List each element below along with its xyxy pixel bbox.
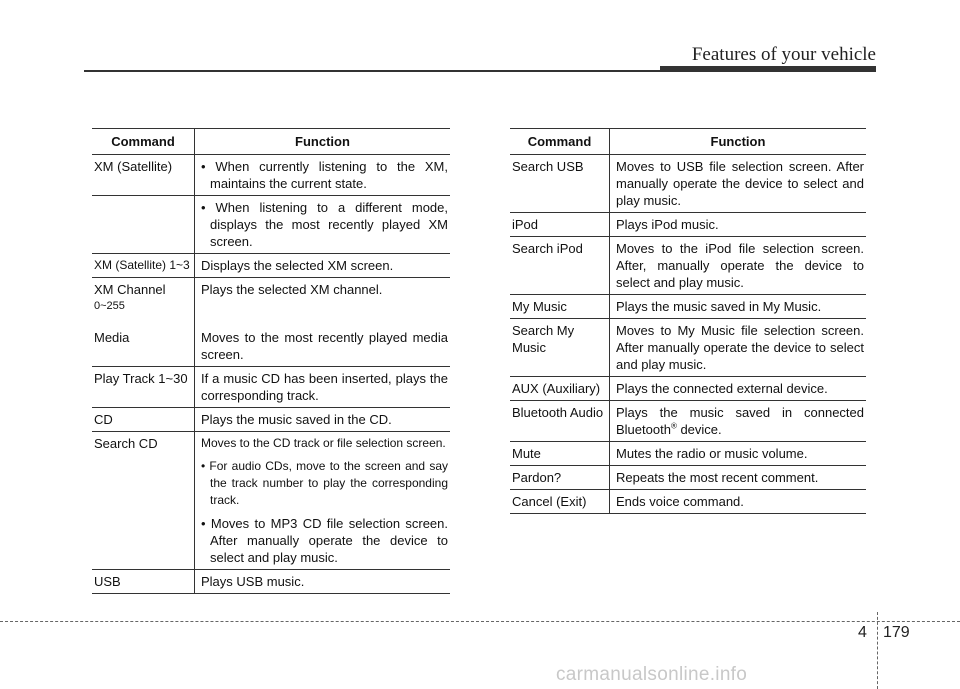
function-cell [610, 401, 867, 442]
function-cell: Moves to My Music file selection screen. After manually operate the device to select and play music. [610, 319, 867, 377]
table-row [92, 326, 450, 367]
table-row [510, 377, 866, 401]
function-cell: Moves to the iPod file selection screen. After, manually operate the device to select and play music. [610, 237, 867, 295]
column-header-function: Function [610, 129, 867, 155]
command-range-note: 0~255 [94, 300, 125, 312]
table-header-row [92, 129, 450, 155]
watermark: carmanualsonline.info [556, 664, 748, 685]
chapter-number: 4 [858, 624, 867, 641]
table-header-row [510, 129, 866, 155]
command-cell: Pardon? [510, 466, 610, 490]
footer-vertical-dashed-rule [877, 612, 878, 689]
running-header-title: Features of your vehicle [691, 44, 876, 65]
function-cell: Mutes the radio or music volume. [610, 442, 867, 466]
function-text-tail: device. [676, 422, 722, 437]
command-text: XM Channel [94, 282, 166, 297]
function-cell [195, 455, 451, 512]
function-cell: Plays the connected external device. [610, 377, 867, 401]
function-cell: Moves to the CD track or file selection screen. [201, 436, 446, 450]
table-row [510, 442, 866, 466]
footer-dashed-rule [0, 621, 960, 622]
function-text: Plays the music saved in connected Bluetooth [616, 405, 864, 437]
table-row [510, 295, 866, 319]
command-cell: Search My Music [510, 319, 610, 377]
command-cell: XM (Satellite) [92, 155, 195, 196]
table-row [510, 319, 866, 377]
table-row [510, 490, 866, 514]
function-text: • For audio CDs, move to the screen and say the track number to play the corresponding track. [201, 459, 448, 507]
function-cell: Plays the selected XM channel. [201, 282, 383, 297]
command-cell: Play Track 1~30 [92, 367, 195, 408]
command-cell: Bluetooth Audio [510, 401, 610, 442]
command-cell: Media [92, 326, 195, 367]
table-row [92, 254, 450, 278]
function-text: • When currently listening to the XM, maintains the current state. [201, 159, 448, 191]
table-row [92, 155, 450, 196]
command-cell: CD [92, 408, 195, 432]
command-cell: AUX (Auxiliary) [510, 377, 610, 401]
table-row [92, 570, 450, 594]
command-cell: My Music [510, 295, 610, 319]
table-row [92, 512, 450, 570]
table-row [510, 237, 866, 295]
command-cell: XM (Satellite) 1~3 [92, 254, 195, 278]
function-cell: Plays iPod music. [610, 213, 867, 237]
table-row [92, 455, 450, 512]
table-row [92, 432, 450, 456]
function-cell: Plays the music saved in the CD. [195, 408, 451, 432]
command-cell: iPod [510, 213, 610, 237]
table-row [510, 466, 866, 490]
right-command-table [510, 128, 866, 514]
function-cell [195, 196, 451, 254]
page-number: 179 [883, 624, 910, 641]
table-row [92, 196, 450, 254]
function-cell: Repeats the most recent comment. [610, 466, 867, 490]
table-row [92, 278, 450, 327]
command-cell: Search iPod [510, 237, 610, 295]
table-row [92, 367, 450, 408]
function-cell: Plays USB music. [195, 570, 451, 594]
header-bar [660, 66, 876, 72]
left-command-table [92, 128, 450, 594]
command-cell [92, 512, 195, 570]
command-cell: USB [92, 570, 195, 594]
command-cell [92, 278, 195, 327]
command-cell: Search CD [92, 432, 195, 456]
function-text: Moves to the most recently played media screen. [201, 330, 448, 362]
registered-mark: ® [670, 421, 677, 431]
function-text: • Moves to MP3 CD file selection screen. After manually operate the device to select and play music. [201, 516, 448, 565]
function-cell: If a music CD has been inserted, plays the corresponding track. [195, 367, 451, 408]
command-cell: Mute [510, 442, 610, 466]
command-cell [92, 196, 195, 254]
function-cell: Ends voice command. [610, 490, 867, 514]
table-row [92, 408, 450, 432]
function-cell [195, 512, 451, 570]
command-cell: Search USB [510, 155, 610, 213]
function-cell [195, 326, 451, 367]
function-cell: Displays the selected XM screen. [195, 254, 451, 278]
command-cell [92, 455, 195, 512]
table-row [510, 401, 866, 442]
function-cell: Plays the music saved in My Music. [610, 295, 867, 319]
column-header-function: Function [195, 129, 451, 155]
function-cell [195, 155, 451, 196]
function-cell: Moves to USB file selection screen. After manually operate the device to select and play music. [610, 155, 867, 213]
command-cell: Cancel (Exit) [510, 490, 610, 514]
column-header-command: Command [92, 129, 195, 155]
table-row [510, 213, 866, 237]
column-header-command: Command [510, 129, 610, 155]
table-row [510, 155, 866, 213]
function-text: • When listening to a different mode, displays the most recently played XM screen. [201, 200, 448, 249]
